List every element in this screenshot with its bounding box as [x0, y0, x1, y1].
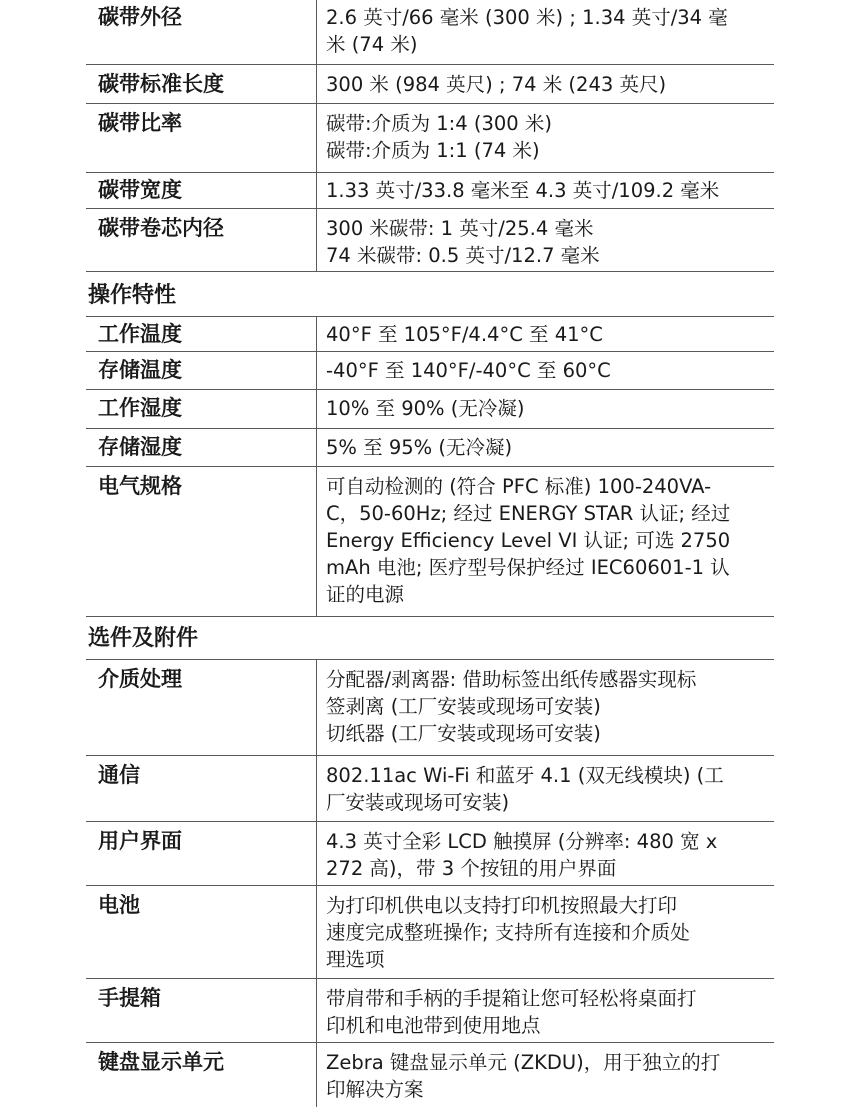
- spec-value: Zebra 键盘显示单元 (ZKDU)，用于独立的打 印解决方案: [326, 1051, 721, 1101]
- spec-value: 为打印机供电以支持打印机按照最大打印 速度完成整班操作; 支持所有连接和介质处 理选项: [326, 894, 690, 971]
- spec-value: 可自动检测的 (符合 PFC 标准) 100-240VA- C，50-60Hz; 经过 ENERGY STAR 认证; 经过 Energy Efficiency Level VI 认证; 可选 2750 mAh 电池; 医疗型号保护经过 IEC60601-1 认 证的电源: [326, 475, 731, 606]
- spec-row-ribbon-length: [86, 65, 774, 104]
- spec-row-user-interface: [86, 822, 774, 886]
- spec-row-ribbon-core: [86, 209, 774, 272]
- spec-label: 存储湿度: [98, 435, 182, 459]
- spec-value: 300 米碳带: 1 英寸/25.4 毫米 74 米碳带: 0.5 英寸/12.7 毫米: [326, 217, 600, 267]
- spec-label: 碳带卷芯内径: [98, 216, 224, 240]
- spec-row-carrying-case: [86, 979, 774, 1043]
- spec-label: 存储温度: [98, 358, 182, 382]
- spec-label: 通信: [98, 763, 140, 787]
- section-header-options: [86, 617, 774, 660]
- spec-row-operating-humidity: [86, 390, 774, 429]
- section-title: 操作特性: [88, 283, 177, 308]
- spec-row-communication: [86, 756, 774, 822]
- spec-value: 10% 至 90% (无冷凝): [326, 397, 525, 420]
- spec-label: 碳带宽度: [98, 178, 182, 202]
- spec-value: 1.33 英寸/33.8 毫米至 4.3 英寸/109.2 毫米: [326, 179, 720, 202]
- spec-label: 碳带比率: [98, 111, 182, 135]
- spec-label: 用户界面: [98, 829, 182, 853]
- column-divider: [316, 0, 317, 272]
- section-header-operating: [86, 272, 774, 317]
- spec-value: 碳带:介质为 1:4 (300 米) 碳带:介质为 1:1 (74 米): [326, 112, 552, 162]
- spec-row-ribbon-width: [86, 173, 774, 209]
- spec-label: 介质处理: [98, 667, 182, 691]
- spec-row-operating-temp: [86, 317, 774, 352]
- spec-value: 5% 至 95% (无冷凝): [326, 436, 513, 459]
- column-divider: [316, 660, 317, 1107]
- spec-row-battery: [86, 886, 774, 979]
- spec-label: 电气规格: [98, 474, 182, 498]
- spec-row-storage-temp: [86, 352, 774, 390]
- spec-row-storage-humidity: [86, 429, 774, 467]
- spec-value: 300 米 (984 英尺) ; 74 米 (243 英尺): [326, 73, 667, 96]
- spec-row-media-handling: [86, 660, 774, 756]
- spec-label: 工作湿度: [98, 396, 182, 420]
- spec-row-keyboard-display: [86, 1043, 774, 1107]
- spec-row-ribbon-od: [86, 0, 774, 65]
- spec-value: 4.3 英寸全彩 LCD 触摸屏 (分辨率: 480 宽 x 272 高)，带 3 个按钮的用户界面: [326, 830, 718, 880]
- section-title: 选件及附件: [88, 626, 199, 651]
- spec-label: 键盘显示单元: [98, 1050, 224, 1074]
- spec-value: 带肩带和手柄的手提箱让您可轻松将桌面打 印机和电池带到使用地点: [326, 987, 697, 1037]
- spec-label: 电池: [98, 893, 140, 917]
- spec-value: 40°F 至 105°F/4.4°C 至 41°C: [326, 323, 603, 346]
- spec-value: 分配器/剥离器: 借助标签出纸传感器实现标 签剥离 (工厂安装或现场可安装) 切纸器 (工厂安装或现场可安装): [326, 668, 697, 745]
- spec-row-ribbon-ratio: [86, 104, 774, 173]
- spec-label: 工作温度: [98, 322, 182, 346]
- spec-label: 手提箱: [98, 986, 161, 1010]
- spec-value: 2.6 英寸/66 毫米 (300 米) ; 1.34 英寸/34 毫 米 (74 米): [326, 6, 728, 56]
- spec-row-electrical: [86, 467, 774, 617]
- spec-label: 碳带标准长度: [98, 72, 224, 96]
- spec-value: 802.11ac Wi-Fi 和蓝牙 4.1 (双无线模块) (工 厂安装或现场可安装): [326, 764, 724, 814]
- spec-label: 碳带外径: [98, 5, 182, 29]
- spec-value: -40°F 至 140°F/-40°C 至 60°C: [326, 359, 611, 382]
- column-divider: [316, 317, 317, 617]
